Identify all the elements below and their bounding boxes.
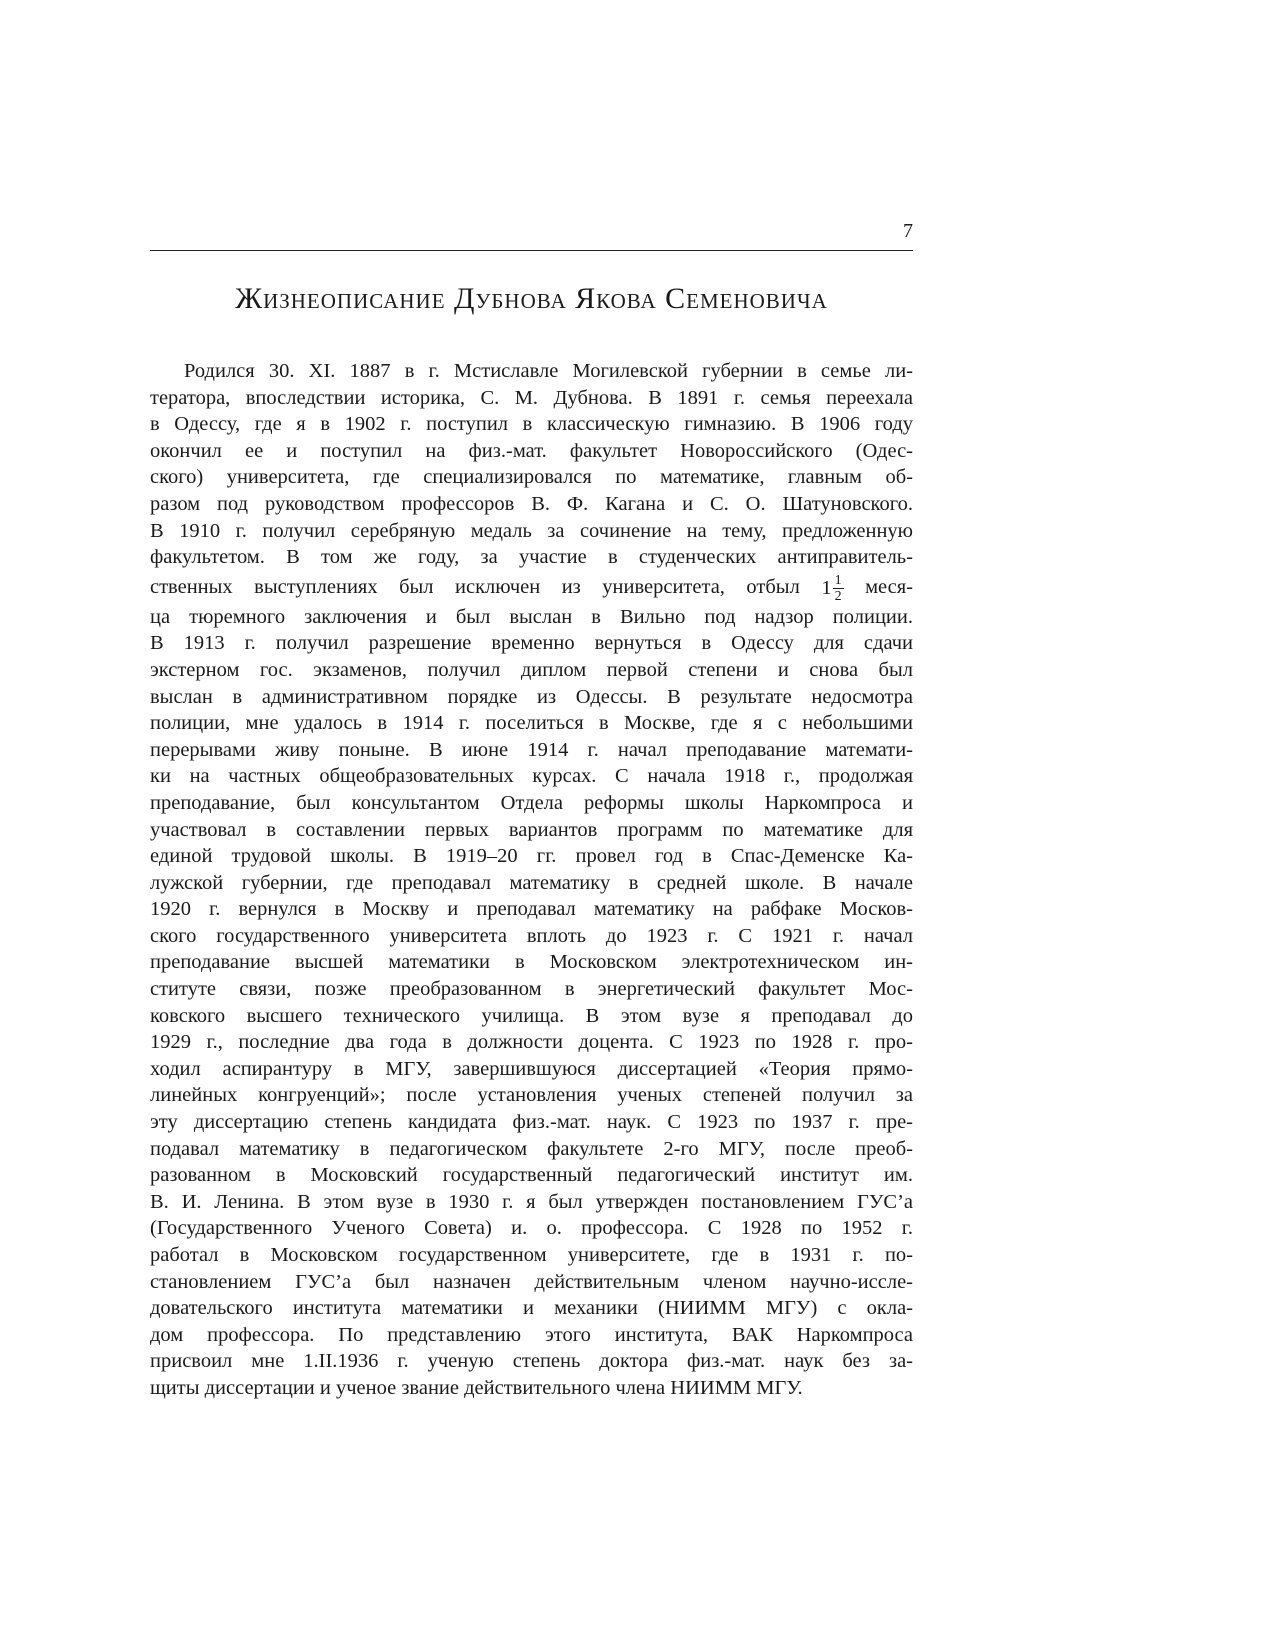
text-line: окончил ее и поступил на физ.-мат. факультет Новороссийского (Одес- [150,439,913,462]
page-number: 7 [903,220,913,242]
text-line: перерывами живу поныне. В июне 1914 г. начал преподавание математи- [150,738,913,761]
text-line: эту диссертацию степень кандидата физ.-мат. наук. С 1923 по 1937 г. пре- [150,1111,913,1134]
text-line: работал в Московском государственном университете, где в 1931 г. по- [150,1244,913,1266]
text-line: Родился 30. XI. 1887 в г. Мстиславле Могилевской губернии в семье ли- [184,360,913,382]
text-line: ского государственного университета вплоть до 1923 г. С 1921 г. начал [150,924,913,947]
text-line: выслан в административном порядке из Одессы. В результате недосмотра [150,685,913,708]
fraction [833,573,844,604]
text-line: участвовал в составлении первых вариантов программ по математике для [150,818,913,841]
fraction-denominator: 2 [834,588,842,604]
text-segment: меся- [865,575,913,598]
text-line: присвоил мне 1.II.1936 г. ученую степень доктора физ.-мат. наук без за- [150,1350,913,1373]
text-line: подавал математику в педагогическом факультете 2-го МГУ, после преоб- [150,1137,913,1160]
text-line: разованном в Московский государственный педагогический институт им. [150,1164,913,1187]
text-line: ституте связи, позже преобразованном в энергетический факультет Мос- [150,978,913,1001]
text-line: в Одессу, где я в 1902 г. поступил в классическую гимназию. В 1906 году [150,413,913,436]
text-line: ковского высшего технического училища. В этом вузе я преподавал до [150,1004,913,1027]
fraction-whole: 1 [821,576,832,599]
page-header [150,210,913,251]
text-line: довательского института математики и механики (НИИММ МГУ) с окла- [150,1297,913,1320]
text-line: ки на частных общеобразовательных курсах. С начала 1918 г., продолжая [150,765,913,788]
text-segment: ственных выступлениях был исключен из университета, отбыл [150,575,800,598]
text-line: полиции, мне удалось в 1914 г. поселиться в Москве, где я с небольшими [150,712,913,735]
body-paragraph [150,358,913,1402]
text-line: ского) университета, где специализировался по математике, главным об- [150,466,913,489]
text-line: ходил аспирантуру в МГУ, завершившуюся диссертацией «Теория прямо- [150,1057,913,1080]
text-line: щиты диссертации и ученое звание действительного члена НИИММ МГУ. [150,1376,803,1399]
text-line: 1929 г., последние два года в должности доцента. С 1923 по 1928 г. про- [150,1031,913,1054]
text-line: тератора, впоследствии историка, С. М. Дубнова. В 1891 г. семья переехала [150,386,913,409]
text-line: разом под руководством профессоров В. Ф. Кагана и С. О. Шатуновского. [150,492,913,515]
text-line: единой трудовой школы. В 1919–20 гг. провел год в Спас-Деменске Ка- [150,845,913,868]
text-line: В 1913 г. получил разрешение временно вернуться в Одессу для сдачи [150,632,913,655]
text-line: дом профессора. По представлению этого института, ВАК Наркомпроса [150,1323,913,1346]
text-line: линейных конгруенций»; после установления ученых степеней получил за [150,1084,913,1107]
text-line: 1920 г. вернулся в Москву и преподавал математику на рабфаке Москов- [150,898,913,921]
chapter-title: Жизнеописание Дубнова Якова Семеновича [235,282,828,315]
text-line: (Государственного Ученого Совета) и. о. профессора. С 1928 по 1952 г. [150,1217,913,1240]
text-line: В. И. Ленина. В этом вузе в 1930 г. я был утвержден постановлением ГУС’а [150,1190,913,1213]
text-line: факультетом. В том же году, за участие в студенческих антиправитель- [150,546,913,569]
mixed-fraction [821,571,843,605]
fraction-numerator: 1 [834,572,842,588]
text-line: В 1910 г. получил серебряную медаль за сочинение на тему, предложенную [150,519,913,542]
text-line: преподавание высшей математики в Московском электротехническом ин- [150,951,913,974]
text-line: преподавание, был консультантом Отдела реформы школы Наркомпроса и [150,791,913,814]
text-line: экстерном гос. экзаменов, получил диплом первой степени и снова был [150,658,913,681]
text-line: ца тюремного заключения и был выслан в Вильно под надзор полиции. [150,605,913,628]
text-line: становлением ГУС’а был назначен действительным членом научно-иссле- [150,1270,913,1293]
text-line-with-fraction [150,571,913,604]
text-line: лужской губернии, где преподавал математику в средней школе. В начале [150,871,913,894]
